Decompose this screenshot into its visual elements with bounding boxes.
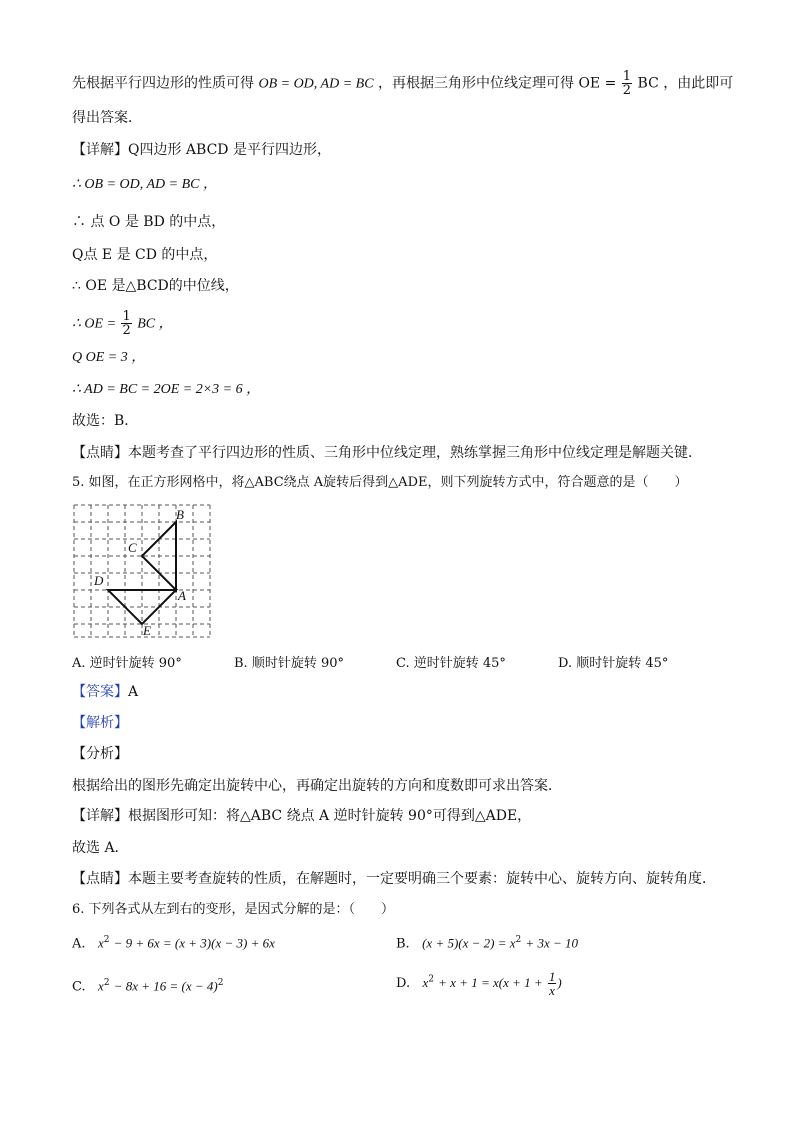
comment-label: 【点睛】	[72, 871, 128, 887]
analysis-line-2: 得出答案．	[72, 110, 142, 126]
detail-line-7: Q OE = 3 ，	[72, 350, 146, 365]
detail-line-1	[72, 140, 331, 160]
detail-line-6: ∴ OE = $\frac{1}{2}$ BC ，	[72, 309, 173, 338]
option-c: C. 逆时针旋转 45°	[396, 656, 506, 671]
detail-line-8: ∴ AD = BC = 2OE = 2×3 = 6 ，	[72, 382, 261, 397]
answer-line	[72, 682, 138, 702]
detail-label: 【详解】	[72, 808, 128, 824]
label-e: E	[143, 623, 151, 638]
analysis-text: 先根据平行四边形的性质可得	[72, 75, 254, 92]
detail-text: 根据图形可知：将△ABC 绕点 A 逆时针旋转 90°可得到△ADE，	[128, 808, 532, 824]
option-a: A. 逆时针旋转 90°	[72, 656, 182, 671]
q6-option-b: B. $(x + 5)(x - 2) = x^2 + 3x - 10$	[396, 935, 578, 952]
detail-line-3: ∴ 点 O 是 BD 的中点，	[72, 214, 226, 230]
label-a: A	[178, 588, 186, 603]
option-b: B. 顺时针旋转 90°	[234, 656, 344, 671]
detail-line	[72, 806, 531, 826]
analysis-line-1	[72, 70, 733, 97]
fraction-one-half: $\frac{1}{2}$	[122, 309, 131, 338]
analysis-text: ，再根据三角形中位线定理可得	[377, 75, 574, 92]
fraction-one-over-x: $\frac{1}{x}$	[548, 969, 556, 998]
q6-option-a: A. $x^2 - 9 + 6x = (x + 3)(x - 3) + 6x$	[72, 935, 275, 952]
option-d: D. 顺时针旋转 45°	[558, 656, 669, 671]
detail-text: Q四边形 ABCD 是平行四边形，	[128, 142, 331, 158]
answer-label: 【答案】	[72, 684, 128, 700]
analysis-formula: OB = OD, AD = BC	[258, 76, 374, 92]
rotation-grid-figure	[72, 503, 212, 643]
detail-line-5: ∴ OE 是△BCD的中位线，	[72, 278, 239, 294]
grid-svg	[72, 503, 212, 639]
detail-line-9: 故选：B．	[72, 413, 139, 429]
comment-text: 本题考查了平行四边形的性质、三角形中位线定理，熟练掌握三角形中位线定理是解题关键．	[128, 445, 702, 461]
question-6-stem: 6. 下列各式从左到右的变形，是因式分解的是：（ ）	[72, 902, 395, 917]
detail-line-4: Q点 E 是 CD 的中点，	[72, 247, 218, 263]
comment-text: 本题主要考查旋转的性质，在解题时，一定要明确三个要素：旋转中心、旋转方向、旋转角度．	[128, 871, 716, 887]
answer-value: A	[128, 684, 139, 700]
analysis-formula: OE =	[578, 75, 617, 92]
choose-line: 故选 A．	[72, 840, 129, 856]
detail-line-2: ∴ OB = OD, AD = BC ，	[72, 177, 217, 192]
question-5-stem: 5. 如图，在正方形网格中，将△ABC绕点 A旋转后得到△ADE，则下列旋转方式中，符合题意的是（ ）	[72, 475, 688, 490]
parse-label: 【解析】	[72, 715, 128, 731]
comment-line	[72, 869, 716, 889]
analysis-text: 根据给出的图形先确定出旋转中心，再确定出旋转的方向和度数即可求出答案．	[72, 778, 562, 794]
q6-option-d: D. $x^2 + x + 1 = x(x + 1$ + $\frac{1}{x}$ )	[396, 969, 562, 998]
detail-label: 【详解】	[72, 142, 128, 158]
comment-line	[72, 443, 702, 463]
comment-label: 【点睛】	[72, 445, 128, 461]
label-b: B	[176, 507, 184, 522]
label-c: C	[128, 540, 137, 555]
analysis-formula: BC	[637, 75, 659, 92]
label-d: D	[94, 573, 104, 588]
fraction-one-half: $\frac{1}{2}$	[622, 69, 632, 98]
grid-lines	[74, 505, 210, 637]
analysis-text: ，由此即可	[663, 75, 734, 92]
analysis-label: 【分析】	[72, 746, 128, 762]
q6-option-c: C. $x^2 - 8x + 16 = (x - 4)^2$	[72, 978, 224, 995]
